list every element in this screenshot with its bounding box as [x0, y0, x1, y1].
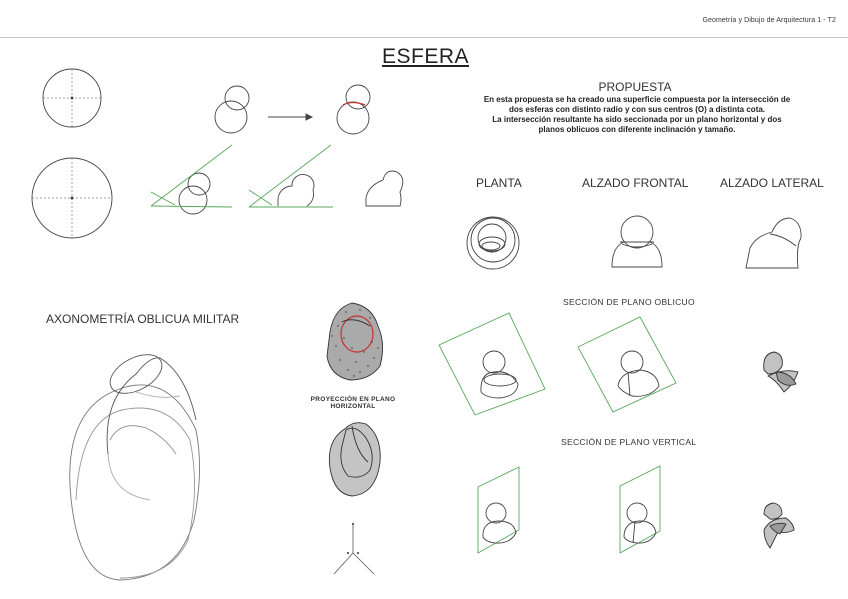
page-title: ESFERA — [382, 45, 470, 68]
course-header: Geometría y Dibujo de Arquitectura 1 - T2 — [702, 17, 836, 24]
proposal-line-4: planos oblicuos con diferente inclinación y tamaño. — [538, 125, 736, 134]
side-elevation-view — [746, 218, 801, 268]
front-elevation-view — [612, 216, 662, 267]
arrow-icon — [268, 114, 312, 120]
label-side-elevation: ALZADO LATERAL — [720, 176, 824, 190]
label-axonometric: AXONOMETRÍA OBLICUA MILITAR — [46, 312, 240, 326]
step-sectioning-planes — [151, 145, 232, 214]
proposal-line-1: En esta propuesta se ha creado una superficie compuesta por la intersección de — [483, 95, 791, 104]
construction-circle-small — [43, 69, 101, 127]
vertical-section-2 — [620, 466, 660, 553]
oblique-section-2 — [578, 317, 676, 412]
step-intersection — [337, 85, 370, 134]
vertical-section-solid — [764, 503, 794, 548]
proposal-line-2: dos esferas con distinto radio y con sus centros (O) a distinta cota. — [508, 105, 766, 114]
step-two-spheres — [215, 86, 249, 133]
proposal-line-3: La intersección resultante ha sido seccionada por un plano horizontal y dos — [492, 115, 782, 124]
label-front-elevation: ALZADO FRONTAL — [582, 176, 689, 190]
oblique-section-1 — [439, 313, 545, 415]
projection-textured-solid — [327, 303, 383, 380]
construction-circle-large — [32, 158, 112, 238]
axonometric-drawing — [70, 347, 200, 580]
step-sectioning-planes-2 — [249, 145, 333, 207]
label-horizontal-projection: PROYECCIÓN EN PLANO HORIZONTAL — [310, 396, 396, 410]
plan-view — [467, 217, 519, 269]
oblique-section-solid — [764, 352, 798, 392]
axes-icon — [334, 523, 374, 574]
step-final-shape — [366, 171, 403, 206]
proposal-title: PROPUESTA — [598, 80, 672, 94]
horizontal-projection-solid — [329, 423, 380, 496]
label-oblique-section: SECCIÓN DE PLANO OBLICUO — [563, 297, 695, 307]
label-plan: PLANTA — [476, 176, 522, 190]
vertical-section-1 — [478, 467, 519, 553]
label-vertical-section: SECCIÓN DE PLANO VERTICAL — [561, 437, 697, 447]
